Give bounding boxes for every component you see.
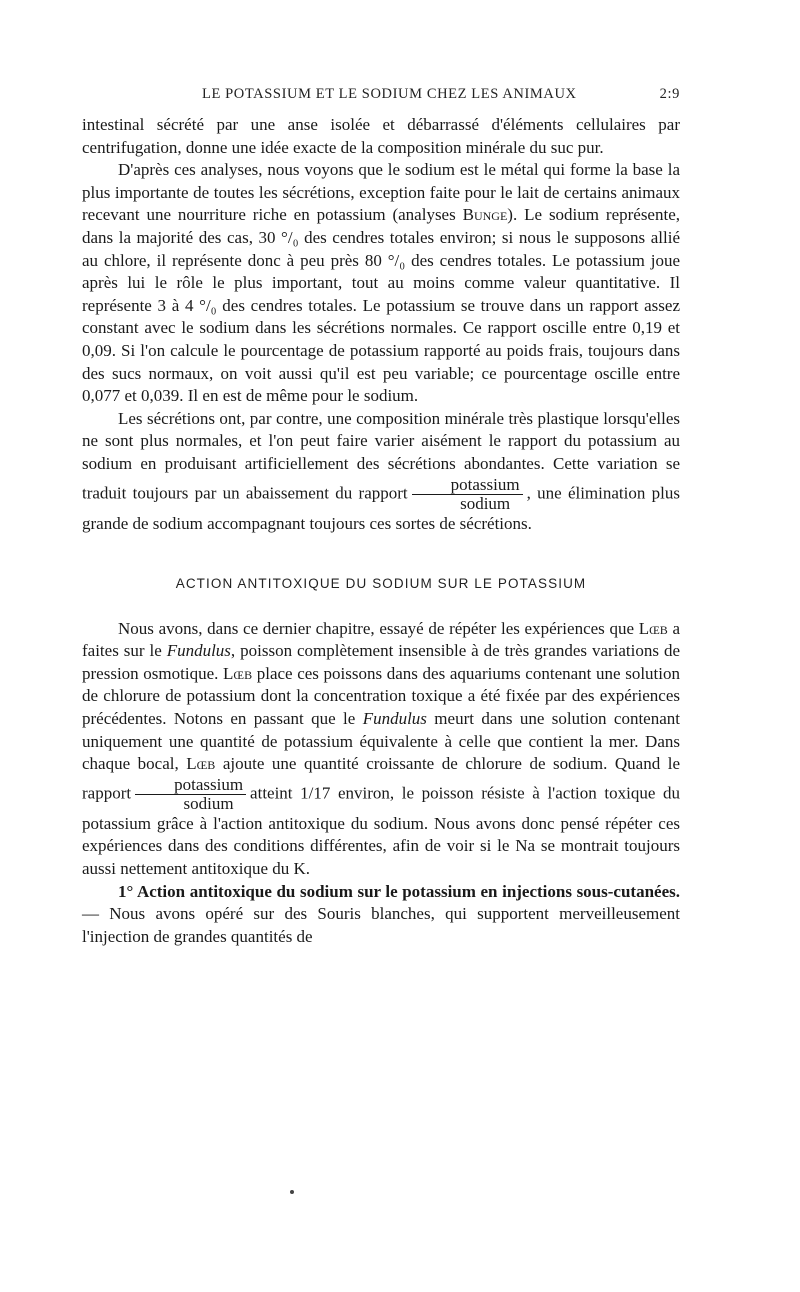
paragraph-3-text-a: Les sécrétions ont, par contre, une composition minérale très plastique lorsqu'elles ne sont plus normales, et l'on peut faire varier aisément le rapport du potassium au sodium en produisant artificiellement des sécrétions abondantes. Cette variation se traduit toujours par un abaissement du rapport <box>82 408 680 502</box>
paragraph-4-text-c: , poisson complètement insensible à de très grandes variations de pression osmotique. <box>82 641 680 683</box>
paragraph-3-text-b: , une élimination plus grande de sodium accompagnant toujours ces sortes de sécrétions. <box>82 482 680 533</box>
paragraph-5-text: — Nous avons opéré sur des Souris blanches, qui supportent merveilleusement l'injection de grandes quantités de <box>82 904 680 946</box>
paragraph-5 <box>82 881 680 949</box>
fraction-numerator: potassium <box>135 776 246 795</box>
paragraph-2-text-a: D'après ces analyses, nous voyons que le sodium est le métal qui forme la base la plus importante de toutes les sécrétions, exception faite pour le lait de certains animaux recevant une nourriture riche en potassium (analyses <box>82 160 680 225</box>
page-number: 2:9 <box>659 86 680 102</box>
paragraph-4-text-e: meurt dans une solution contenant uniquement une quantité de potassium équivalente à celle que contient la mer. Dans chaque bocal, <box>82 709 680 774</box>
author-bunge: Bunge <box>462 205 508 225</box>
paragraph-4-text-f: ajoute une quantité croissante de chlorure de sodium. Quand le rapport <box>82 754 680 803</box>
page-body <box>82 114 680 948</box>
paragraph-4-text-b: a faites sur le <box>82 618 680 661</box>
ratio-fraction <box>135 776 246 813</box>
genus-fundulus: Fundulus <box>362 709 427 729</box>
running-header <box>82 86 680 110</box>
paragraph-4 <box>82 618 680 881</box>
author-loeb: Lœb <box>186 754 216 774</box>
paragraph-2-text-b: ). Le sodium représente, dans la majorité des cas, 30 °/₀ des cendres totales environ; si nous le supposons allié au chlore, il représente donc à peu près 80 °/₀ des cendres totales. Le potassium joue après lui le rôle le plus important, tout au moins comme valeur quantitative. Il représente 3 à 4 °/₀ des cendres totales. Le potassium se trouve dans un rapport assez constant avec le sodium dans les sécrétions normales. Ce rapport oscille entre 0,19 et 0,09. Si l'on calcule le pourcentage de potassium rapporté au poids frais, toujours dans des sucs normaux, on voit aussi qu'il est peu variable; ce pourcentage oscille entre 0,077 et 0,039. Il en est de même pour le sodium. <box>82 205 680 406</box>
ratio-fraction <box>412 476 523 513</box>
fraction-numerator: potassium <box>412 476 523 495</box>
subsection-heading: 1° Action antitoxique du sodium sur le potassium en injections sous-cutanées. <box>118 881 680 901</box>
running-title: LE POTASSIUM ET LE SODIUM CHEZ LES ANIMAUX <box>202 86 577 102</box>
fraction-denominator: sodium <box>183 793 234 813</box>
paragraph-4-text-g: atteint 1/17 environ, le poisson résiste à l'action toxique du potassium grâce à l'action antitoxique du sodium. Nous avons donc pensé répéter ces expériences dans des conditions différentes, afin de voir si le Na se montrait toujours aussi nettement antitoxique du K. <box>82 783 680 879</box>
paragraph-4-text-d: place ces poissons dans des aquariums contenant une solution de chlorure de potassium dont la concentration toxique a été fixée par des expériences précédentes. Notons en passant que le <box>82 663 680 729</box>
section-title: ACTION ANTITOXIQUE DU SODIUM SUR LE POTASSIUM <box>175 576 587 592</box>
paragraph-1: intestinal sécrété par une anse isolée et débarrassé d'éléments cellulaires par centrifugation, donne une idée exacte de la composition minérale du suc pur. <box>82 115 680 157</box>
fraction-denominator: sodium <box>460 493 511 513</box>
genus-fundulus: Fundulus <box>166 641 231 661</box>
paragraph-2 <box>82 159 680 408</box>
paragraph-3 <box>82 408 680 535</box>
author-loeb: Lœb <box>223 663 253 683</box>
paragraph-4-text-a: Nous avons, dans ce dernier chapitre, essayé de répéter les expériences que <box>118 618 639 638</box>
author-loeb: Lœb <box>638 618 668 638</box>
stray-mark <box>290 1190 294 1194</box>
